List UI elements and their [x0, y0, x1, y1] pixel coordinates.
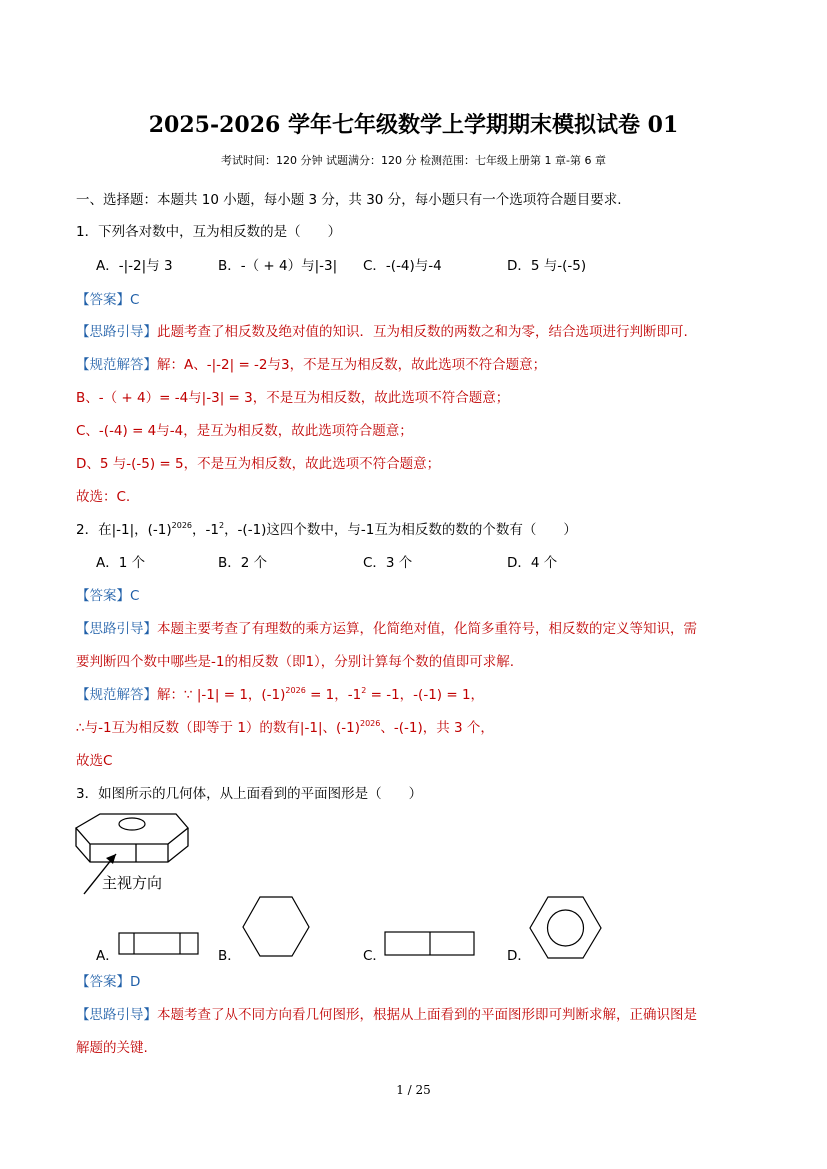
- q1-solution-line-2: B、-（ + 4）= -4与|-3| = 3，不是互为相反数，故此选项不符合题意；: [76, 390, 510, 406]
- section-heading: 一、选择题：本题共 10 小题，每小题 3 分，共 30 分，每小题只有一个选项符合题目要求.: [76, 192, 622, 208]
- q2-exponent-2: 2: [218, 521, 225, 530]
- q2-sol2-exp: 2026: [359, 719, 381, 728]
- q3-option-d-label: D．: [507, 948, 531, 964]
- q2-hint-line-2: 要判断四个数中哪些是-1的相反数（即1），分别计算每个数的值即可求解.: [76, 654, 515, 670]
- hint-tag: 【思路引导】: [76, 1007, 157, 1023]
- q2-sol2-part-b: 、-(-1)，共 3 个，: [380, 720, 494, 736]
- hint-tag: 【思路引导】: [76, 324, 157, 340]
- q2-conclusion: 故选C: [76, 753, 113, 769]
- q2-sol1-exp-2: 2: [361, 686, 367, 695]
- q2-sol1-part-c: = -1，-(-1) = 1，: [366, 687, 485, 703]
- q3-hint-line-1: [76, 1003, 697, 1023]
- q2-stem-part-a: 2．在|-1|，(-1): [76, 522, 172, 538]
- q2-solution-line-1: [76, 683, 484, 703]
- q2-sol1-part-a: 解：∵ |-1| = 1，(-1): [157, 687, 286, 703]
- exam-meta: 考试时间：120 分钟 试题满分：120 分 检测范围：七年级上册第 1 章-第 6 章: [221, 154, 606, 167]
- answer-tag: 【答案】: [76, 588, 130, 604]
- q1-option-c: C．-(-4)与-4: [363, 258, 442, 274]
- q1-conclusion: 故选：C.: [76, 489, 131, 505]
- answer-value: D: [130, 974, 141, 990]
- page-title: 2025-2026 学年七年级数学上学期期末模拟试卷 01: [148, 112, 679, 138]
- q3-option-b-label: B．: [218, 948, 241, 964]
- q3-stem: 3．如图所示的几何体，从上面看到的平面图形是（ ）: [76, 786, 423, 802]
- q2-option-c: C．3 个: [363, 555, 413, 571]
- q1-stem: 1．下列各对数中，互为相反数的是（ ）: [76, 224, 342, 240]
- q1-option-a: A．-|-2|与 3: [96, 258, 173, 274]
- q2-answer: [76, 584, 139, 604]
- solution-tag: 【规范解答】: [76, 357, 157, 373]
- q3-option-c-label: C．: [363, 948, 386, 964]
- q2-option-d: D．4 个: [507, 555, 558, 571]
- solution-tag: 【规范解答】: [76, 687, 157, 703]
- q1-option-b: B．-（ + 4）与|-3|: [218, 258, 338, 274]
- hint-text: 本题主要考查了有理数的乘方运算，化简绝对值，化简多重符号，相反数的定义等知识，需: [157, 621, 697, 637]
- q1-option-d: D．5 与-(-5): [507, 258, 587, 274]
- q2-stem-part-b: ，-1: [192, 522, 219, 538]
- q2-sol1-exp-1: 2026: [285, 686, 306, 695]
- answer-tag: 【答案】: [76, 292, 130, 308]
- q3-option-a-label: A．: [96, 948, 119, 964]
- q3-option-a-figure: [118, 932, 200, 956]
- answer-tag: 【答案】: [76, 974, 130, 990]
- q2-sol1-part-b: = 1，-1: [305, 687, 362, 703]
- q2-exponent-1: 2026: [171, 521, 192, 530]
- q3-option-c-figure: [384, 931, 476, 957]
- q2-option-b: B．2 个: [218, 555, 268, 571]
- q1-solution-line-3: C、-(-4) = 4与-4，是互为相反数，故此选项符合题意；: [76, 423, 413, 439]
- q3-option-d-figure: [528, 895, 604, 961]
- q2-option-a: A．1 个: [96, 555, 146, 571]
- q3-hint-line-2: 解题的关键.: [76, 1040, 148, 1056]
- q3-figure-label: 主视方向: [102, 874, 163, 892]
- q1-solution-line-4: D、5 与-(-5) = 5，不是互为相反数，故此选项不符合题意；: [76, 456, 441, 472]
- hint-tag: 【思路引导】: [76, 621, 157, 637]
- q1-hint: [76, 320, 688, 340]
- q3-answer: [76, 970, 140, 990]
- q2-sol2-part-a: ∴与-1互为相反数（即等于 1）的数有|-1|、(-1): [76, 720, 360, 736]
- q2-stem: [76, 518, 577, 538]
- q2-solution-line-2: [76, 716, 494, 736]
- q1-solution-line-1: [76, 353, 546, 373]
- hint-text: 此题考查了相反数及绝对值的知识．互为相反数的两数之和为零，结合选项进行判断即可.: [157, 324, 688, 340]
- q2-hint-line-1: [76, 617, 697, 637]
- q1-answer: [76, 288, 139, 308]
- solution-text: 解：A、-|-2| = -2与3，不是互为相反数，故此选项不符合题意；: [157, 357, 547, 373]
- q3-option-b-figure: [240, 895, 312, 959]
- answer-value: C: [130, 292, 140, 308]
- page-number: 1 / 25: [396, 1083, 431, 1097]
- q2-stem-part-c: ，-(-1)这四个数中，与-1互为相反数的数的个数有（ ）: [224, 522, 577, 538]
- answer-value: C: [130, 588, 140, 604]
- hint-text: 本题考查了从不同方向看几何图形，根据从上面看到的平面图形即可判断求解，正确识图是: [157, 1007, 697, 1023]
